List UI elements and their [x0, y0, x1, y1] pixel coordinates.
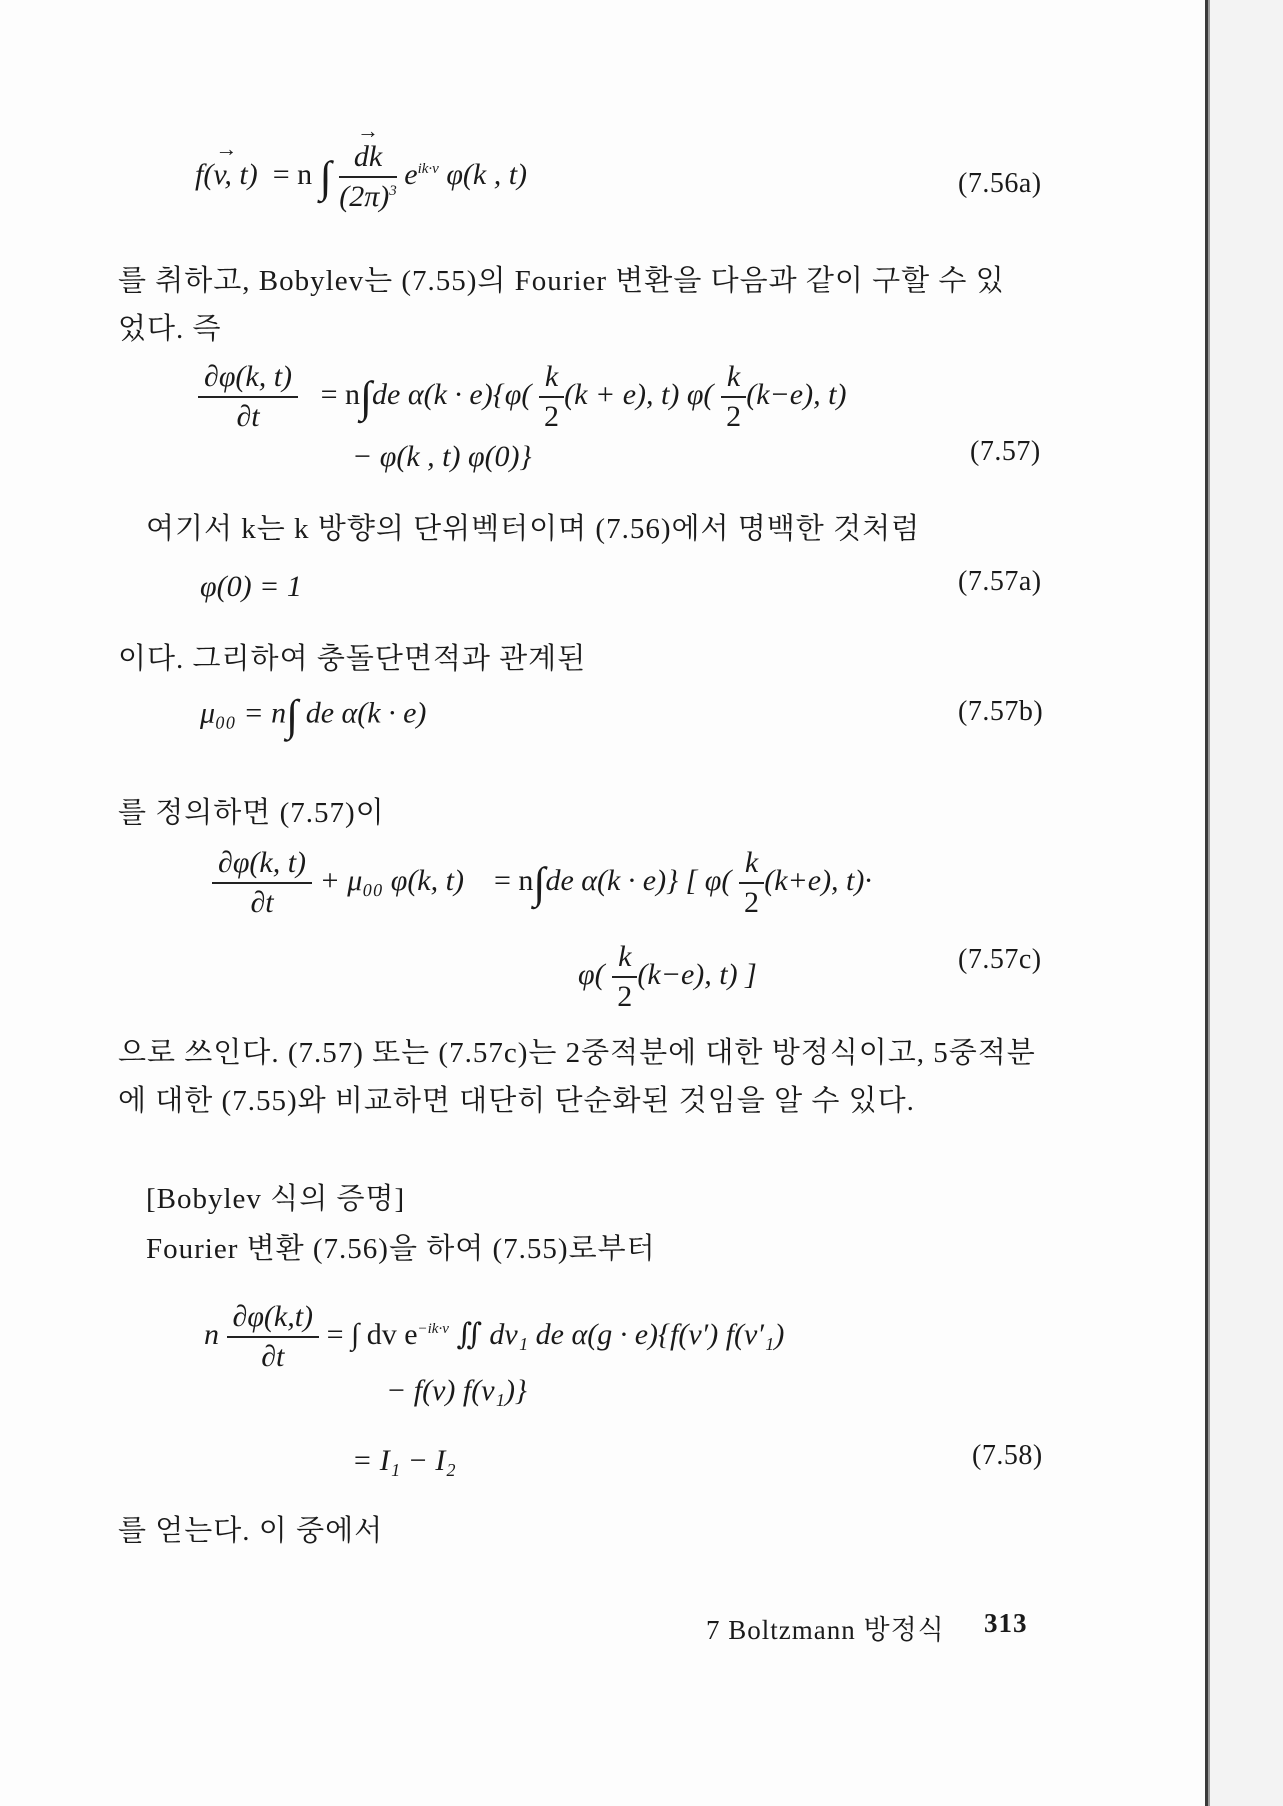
- equation-7-57c-line1: $\frac{\partial\varphi(k, t)}{\partial t}$ + μ₀₀ φ(k, t) = n∫de α(k · e)} [ φ( $\frac{k}{2}$ (k+e), t)·: [212, 846, 872, 920]
- running-footer-chapter: 7 Boltzmann 방정식: [706, 1615, 945, 1645]
- equation-7-57b: μ₀₀ = n∫ de α(k · e): [200, 691, 427, 740]
- equation-7-57c-line2: φ( $\frac{k}{2}$ (k−e), t) ]: [578, 940, 757, 1013]
- paragraph-line: 를 얻는다. 이 중에서: [118, 1515, 384, 1547]
- equation-7-58-line3: = I₁ − I₂: [352, 1444, 456, 1477]
- equation-label-7-58: (7.58): [972, 1440, 1043, 1471]
- equation-label-7-56a: (7.56a): [958, 168, 1042, 199]
- equation-7-58-line1: n $\frac{\partial\varphi(k,t)}{\partial t}$ = ∫ dv $e^{-ik\cdot v}$ ∬ dv₁ de α(g · e){f(v′) f(v′₁): [204, 1300, 785, 1373]
- paragraph-line: 를 취하고, Bobylev는 (7.55)의 Fourier 변환을 다음과 같이 구할 수 있: [118, 265, 1005, 297]
- page-edge: [1208, 0, 1283, 1806]
- paragraph-line: 이다. 그리하여 충돌단면적과 관계된: [118, 643, 587, 675]
- paragraph-line: 에 대한 (7.55)와 비교하면 대단히 단순화된 것임을 알 수 있다.: [118, 1085, 915, 1117]
- equation-label-7-57: (7.57): [970, 436, 1041, 467]
- equation-7-56a: → f(v, t) = n ∫ → $\frac{dk}{(2\pi)^3}$ $e^{ik\cdot v}$ φ(k , t): [195, 140, 527, 214]
- equation-7-58-line2: − f(v) f(v₁)}: [386, 1374, 527, 1407]
- equation-7-57-line2: − φ(k , t) φ(0)}: [352, 440, 532, 473]
- paragraph-line: 여기서 k는 k 방향의 단위벡터이며 (7.56)에서 명백한 것처럼: [146, 513, 921, 545]
- equation-label-7-57b: (7.57b): [958, 696, 1044, 727]
- equation-7-57a: φ(0) = 1: [200, 570, 302, 603]
- equation-7-57-line1: $\frac{\partial\varphi(k, t)}{\partial t}$ = n∫de α(k · e){φ( $\frac{k}{2}$ (k + e), t) φ( $\frac{k}{2}$ (k−e), t): [198, 360, 846, 434]
- paragraph-line: 었다. 즉: [118, 313, 222, 345]
- paragraph-line: Fourier 변환 (7.56)을 하여 (7.55)로부터: [146, 1233, 656, 1265]
- section-heading: [Bobylev 식의 증명]: [146, 1183, 406, 1215]
- equation-label-7-57c: (7.57c): [958, 944, 1042, 975]
- paragraph-line: 를 정의하면 (7.57)이: [118, 797, 385, 829]
- equation-label-7-57a: (7.57a): [958, 566, 1042, 597]
- page-number: 313: [984, 1608, 1028, 1638]
- paragraph-line: 으로 쓰인다. (7.57) 또는 (7.57c)는 2중적분에 대한 방정식이고, 5중적분: [118, 1037, 1036, 1069]
